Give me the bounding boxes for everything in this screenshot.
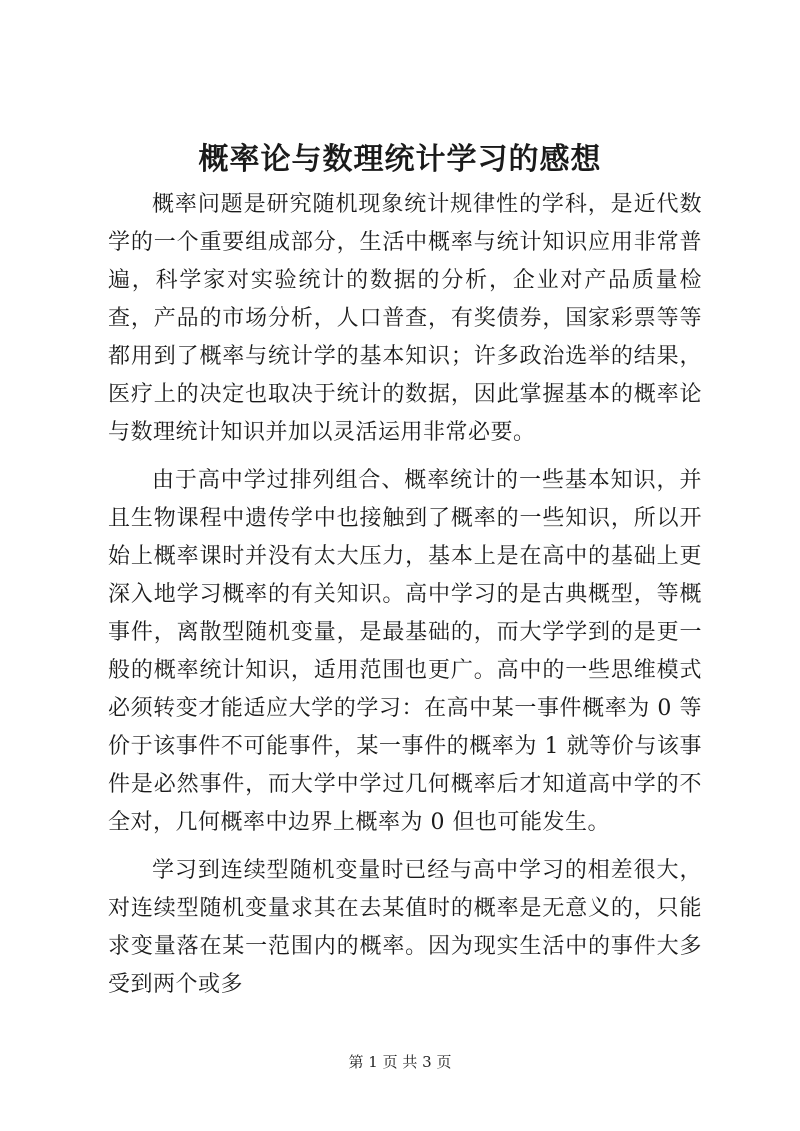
paragraph: 由于高中学过排列组合、概率统计的一些基本知识，并且生物课程中遗传学中也接触到了概率的一些知识，所以开始上概率课时并没有太大压力，基本上是在高中的基础上更深入地学习概率的有关知识。高中学习的是古典概型，等概事件，离散型随机变量，是最基础的，而大学学到的是更一般的概率统计知识，适用范围也更广。高中的一些思维模式必须转变才能适应大学的学习：在高中某一事件概率为 0 等价于该事件不可能事件，某一事件的概率为 1 就等价与该事件是必然事件，而大学中学过几何概率后才知道高中学的不全对，几何概率中边界上概率为 0 但也可能发生。 <box>108 468 702 835</box>
paragraph: 概率问题是研究随机现象统计规律性的学科，是近代数学的一个重要组成部分，生活中概率与统计知识应用非常普遍，科学家对实验统计的数据的分析，企业对产品质量检查，产品的市场分析，人口普查，有奖债券，国家彩票等等都用到了概率与统计学的基本知识；许多政治选举的结果，医疗上的决定也取决于统计的数据，因此掌握基本的概率论与数理统计知识并加以灵活运用非常必要。 <box>108 192 702 445</box>
document-title: 概率论与数理统计学习的感想 <box>198 142 602 177</box>
document-body <box>108 186 702 1014</box>
page-number-footer: 第 1 页 共 3 页 <box>348 1053 452 1071</box>
paragraph: 学习到连续型随机变量时已经与高中学习的相差很大，对连续型随机变量求其在去某值时的概率是无意义的，只能求变量落在某一范围内的概率。因为现实生活中的事件大多受到两个或多 <box>108 858 702 997</box>
